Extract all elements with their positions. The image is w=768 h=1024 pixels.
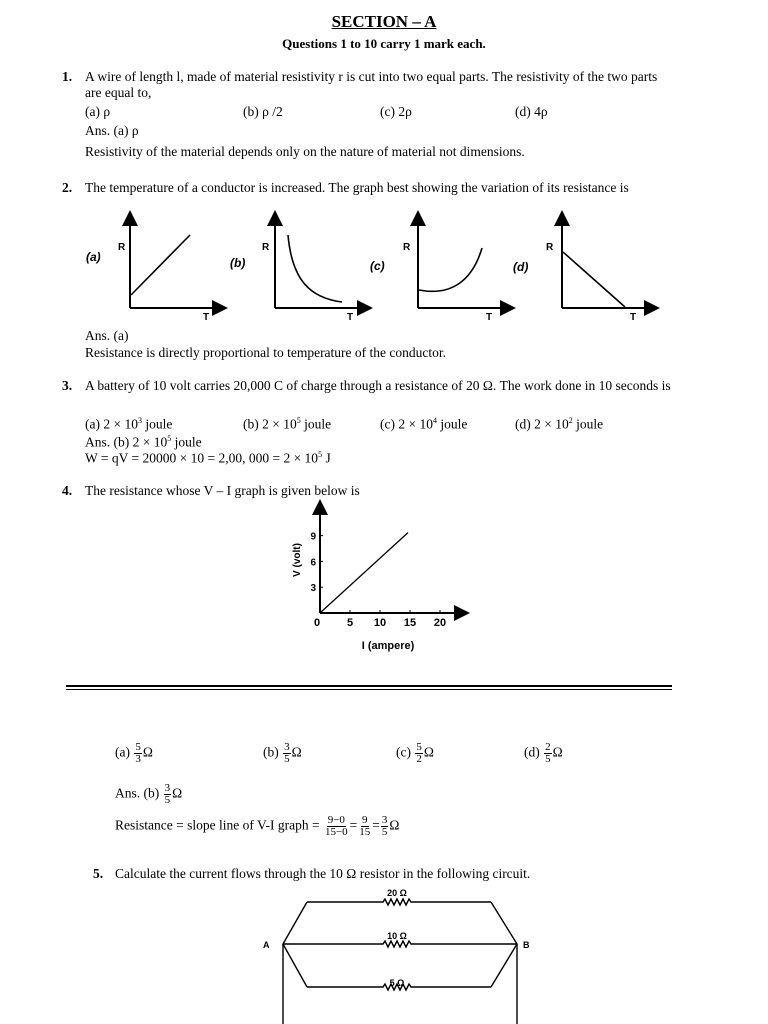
axis-label-t: T (203, 312, 210, 323)
question-number: 4. (62, 483, 73, 498)
graph-label: (a) (86, 250, 101, 264)
resistor-label-5: 5 Ω (389, 978, 405, 988)
section-title: SECTION – A (331, 12, 437, 31)
vi-line (320, 533, 408, 613)
axis-label-t: T (347, 312, 354, 323)
answer: Ans. (a) (85, 328, 129, 343)
question-text: A battery of 10 volt carries 20,000 C of charge through a resistance of 20 Ω. The work done in 10 seconds is (85, 378, 671, 393)
node-b-label: B (523, 940, 530, 950)
option-c: (c) $\frac{5}{2}$ Ω (396, 741, 434, 765)
axis-label-r: R (118, 242, 126, 253)
separator-rule (66, 685, 672, 687)
curve-decay (288, 235, 342, 302)
answer: Ans. (a) ρ (85, 123, 139, 138)
resistance-graphs (80, 210, 660, 325)
explanation: Resistivity of the material depends only on the nature of material not dimensions. (85, 144, 525, 159)
curve-line-down (563, 252, 625, 307)
question-text: The resistance whose V – I graph is given below is (85, 483, 360, 498)
graph-d (513, 218, 652, 323)
y-tick-label: 3 (310, 583, 316, 595)
x-tick-label: 5 (346, 617, 354, 629)
option-b: (b) $2 \times 10^5$ joule (243, 416, 332, 432)
x-tick-label: 10 (373, 617, 387, 629)
graph-b (230, 218, 365, 323)
question-number: 3. (62, 378, 73, 393)
answer: Ans. (b) $2 \times 10^5$ joule (85, 434, 202, 450)
resistor-10 (283, 941, 517, 947)
option-d: (d) 4ρ (515, 104, 548, 119)
axis-label-t: T (630, 312, 637, 323)
y-tick-label: 6 (310, 557, 316, 569)
axis-label-r: R (403, 242, 411, 253)
x-tick-label: 15 (403, 617, 417, 629)
answer: Ans. (b) $\frac{3}{5}$ Ω (115, 782, 183, 806)
graph-label: (d) (513, 260, 529, 274)
option-c: (c) 2ρ (380, 104, 412, 119)
option-a: (a) $\frac{5}{3}$ Ω (115, 741, 153, 765)
resistor-label-20: 20 Ω (387, 888, 407, 898)
node-a-label: A (263, 940, 270, 950)
y-axis-label: V (volt) (292, 543, 303, 577)
work-formula: W = qV = 20000 × 10 = 2,00, $000 = 2 \times 10^5$ J (85, 450, 331, 466)
resistor-20 (307, 899, 491, 905)
graph-c (370, 218, 508, 323)
option-a: (a) ρ (85, 104, 111, 119)
curve-line-up (131, 235, 190, 295)
axis-label-r: R (262, 242, 270, 253)
question-number: 2. (62, 180, 73, 195)
option-c: (c) $2 \times 10^4$ joule (380, 416, 468, 432)
option-a: (a) $2 \times 10^3$ joule (85, 416, 173, 432)
axis-label-t: T (486, 312, 493, 323)
explanation: Resistance is directly proportional to temperature of the conductor. (85, 345, 447, 360)
x-axis-label: I (ampere) (361, 640, 415, 652)
option-d: (d) $\frac{2}{5}$ Ω (524, 741, 563, 765)
separator-rule-thin (66, 689, 672, 690)
question-number: 5. (93, 866, 104, 881)
curve-growth (419, 248, 482, 291)
graph-a (86, 218, 220, 323)
x-tick-label: 20 (433, 617, 447, 629)
explanation: Resistance = slope line of V-I graph = $\frac{9-0}{15-0}$ = $\frac{9}{15}$ = $\frac{3}{5}$ Ω (115, 814, 400, 838)
option-b: (b) ρ /2 (243, 104, 283, 119)
question-text: A wire of length l, made of material resistivity r is cut into two equal parts. The resistivity of the two parts are equal to, (85, 69, 658, 100)
question-number: 1. (62, 69, 73, 84)
option-b: (b) $\frac{3}{5}$ Ω (263, 741, 302, 765)
circuit-diagram (255, 882, 545, 1024)
graph-label: (c) (370, 259, 385, 273)
axis-label-r: R (546, 242, 554, 253)
graph-label: (b) (230, 256, 246, 270)
resistor-label-10: 10 Ω (387, 931, 407, 941)
y-tick-label: 9 (310, 531, 316, 543)
question-text: The temperature of a conductor is increased. The graph best showing the variation of its resistance is (85, 180, 629, 195)
section-subtitle: Questions 1 to 10 carry 1 mark each. (282, 36, 486, 51)
vi-graph (280, 495, 480, 655)
option-d: (d) $2 \times 10^2$ joule (515, 416, 604, 432)
x-tick-label: 0 (313, 617, 321, 629)
question-text: Calculate the current flows through the 10 Ω resistor in the following circuit. (115, 866, 531, 881)
